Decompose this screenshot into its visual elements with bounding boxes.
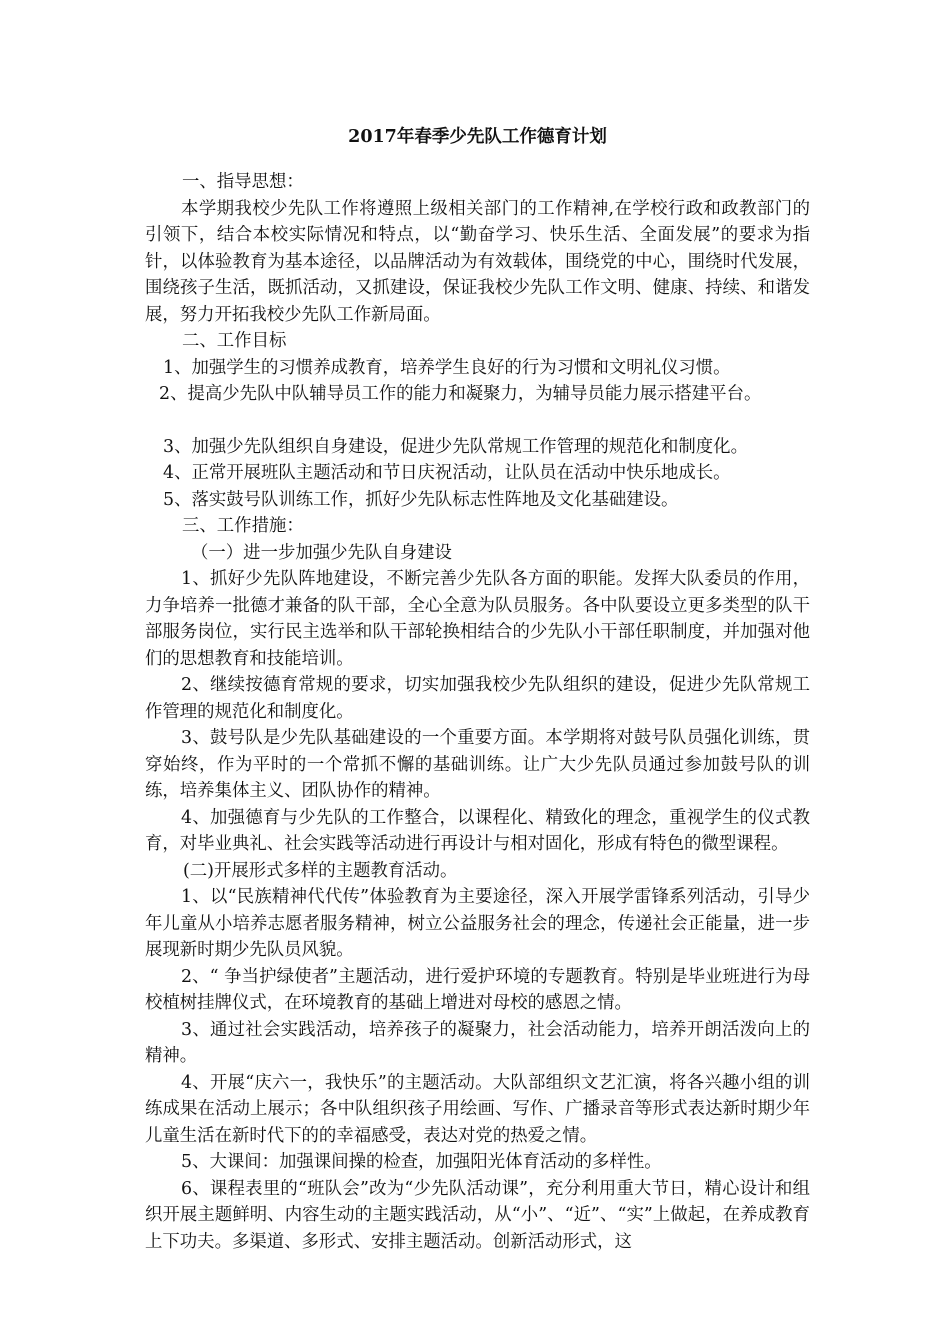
activity-item: 6、课程表里的“班队会”改为“少先队活动课”，充分利用重大节日，精心设计和组织开展主题鲜明、内容生动的主题实践活动，从“小”、“近”、“实”上做起，在养成教育上下功夫。多渠道、多形式、安排主题活动。创新活动形式，这: [145, 1178, 810, 1252]
activity-item: 3、通过社会实践活动，培养孩子的凝聚力，社会活动能力，培养开朗活泼向上的精神。: [145, 1019, 810, 1066]
blank-line: [145, 408, 810, 434]
section-heading-guiding-ideology: 一、指导思想：: [182, 172, 304, 192]
goal-item: 1、加强学生的习惯养成教育，培养学生良好的行为习惯和文明礼仪习惯。: [163, 357, 731, 378]
measure-item: 3、鼓号队是少先队基础建设的一个重要方面。本学期将对鼓号队员强化训练，贯穿始终，作为平时的一个常抓不懈的基础训练。让广大少先队员通过参加鼓号队的训练，培养集体主义、团队协作的精神。: [145, 728, 810, 801]
activity-item: 5、大课间：加强课间操的检查，加强阳光体育活动的多样性。: [181, 1152, 662, 1172]
activity-item: 4、开展“庆六一，我快乐”的主题活动。大队部组织文艺汇演，将各兴趣小组的训练成果在活动上展示；各中队组织孩子用绘画、写作、广播录音等形式表达新时期少年儿童生活在新时代下的的幸福感受，表达对党的热爱之情。: [145, 1072, 810, 1146]
goal-item: 2、提高少先队中队辅导员工作的能力和凝聚力，为辅导员能力展示搭建平台。: [159, 384, 762, 404]
goal-item: 4、正常开展班队主题活动和节日庆祝活动，让队员在活动中快乐地成长。: [163, 463, 731, 483]
document-title: 2017年春季少先队工作德育计划: [348, 127, 607, 147]
activity-item: 1、以“民族精神代代传”体验教育为主要途径，深入开展学雷锋系列活动，引导少年儿童从小培养志愿者服务精神，树立公益服务社会的理念，传递社会正能量，进一步展现新时期少先队员风貌。: [145, 887, 810, 960]
subsection-heading-self-building: （一）进一步加强少先队自身建设: [191, 542, 452, 563]
activity-item: 2、“ 争当护绿使者”主题活动，进行爱护环境的专题教育。特别是毕业班进行为母校植树挂牌仪式，在环境教育的基础上增进对母校的感恩之情。: [145, 966, 810, 1013]
measure-item: 2、继续按德育常规的要求，切实加强我校少先队组织的建设，促进少先队常规工作管理的规范化和制度化。: [145, 675, 810, 722]
section-heading-work-goals: 二、工作目标: [182, 331, 287, 351]
measure-item: 4、加强德育与少先队的工作整合，以课程化、精致化的理念，重视学生的仪式教育，对毕业典礼、社会实践等活动进行再设计与相对固化，形成有特色的微型课程。: [145, 807, 810, 854]
goal-item: 3、加强少先队组织自身建设，促进少先队常规工作管理的规范化和制度化。: [163, 436, 748, 457]
section-heading-work-measures: 三、工作措施：: [182, 516, 304, 536]
paragraph-guiding-ideology: 本学期我校少先队工作将遵照上级相关部门的工作精神,在学校行政和政教部门的引领下，结合本校实际情况和特点，以“勤奋学习、快乐生活、全面发展”的要求为指针，以体验教育为基本途径，以品牌活动为有效载体，围绕党的中心，围绕时代发展，围绕孩子生活，既抓活动，又抓建设，保证我校少先队工作文明、健康、持续、和谐发展，努力开拓我校少先队工作新局面。: [145, 198, 810, 325]
subsection-heading-theme-activities: (二)开展形式多样的主题教育活动。: [183, 860, 458, 881]
measure-item: 1、抓好少先队阵地建设，不断完善少先队各方面的职能。发挥大队委员的作用，力争培养一批德才兼备的队干部，全心全意为队员服务。各中队要设立更多类型的队干部服务岗位，实行民主选举和队干部轮换相结合的少先队小干部任职制度，并加强对他们的思想教育和技能培训。: [145, 569, 810, 669]
document-body: [145, 115, 810, 1255]
goal-item: 5、落实鼓号队训练工作，抓好少先队标志性阵地及文化基础建设。: [163, 489, 679, 510]
